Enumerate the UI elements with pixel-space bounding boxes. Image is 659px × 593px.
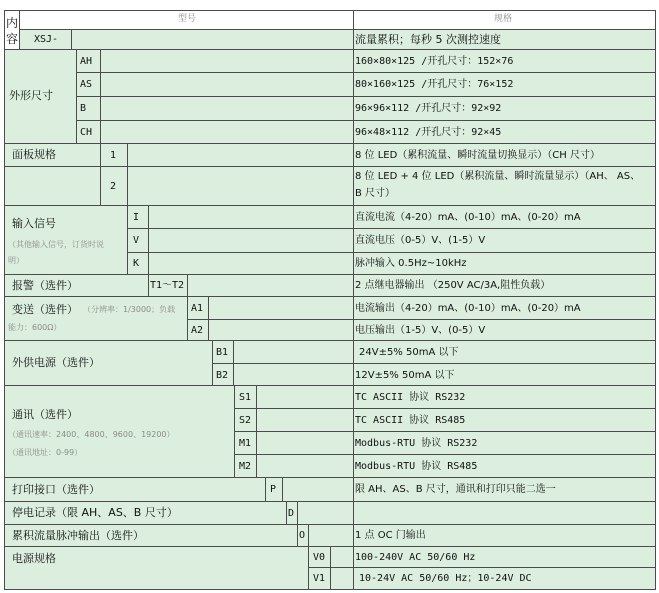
header-model-cell — [19, 10, 354, 30]
comm-spec-cell — [353, 431, 656, 455]
model-prefix-spec: 流量累积；每秒 5 次测控速度 — [355, 33, 501, 46]
print-spec-cell — [353, 477, 656, 502]
supply-spec: 12V±5% 50mA 以下 — [355, 370, 455, 381]
comm-spec-cell — [353, 408, 656, 432]
pulse-out-spec: 1 点 OC 门输出 — [355, 530, 426, 541]
power-blank-cell — [330, 546, 354, 568]
pulse-out-code: O — [299, 530, 306, 541]
input-spec-cell — [353, 205, 656, 229]
alarm-spec-cell — [353, 274, 656, 297]
comm-code: S1 — [239, 392, 252, 403]
input-blank-cell — [148, 252, 354, 275]
transmit-spec: 电流输出（4-20）mA、(0-10）mA、(0-20）mA — [355, 303, 581, 314]
power-label: 电源规格 — [12, 552, 56, 565]
comm-spec-cell — [353, 454, 656, 478]
shape-code-cell — [76, 72, 101, 97]
supply-label: 外供电源（选件） — [12, 356, 100, 369]
power-spec-cell — [353, 546, 656, 568]
shape-spec: 96×48×112 /开孔尺寸：92×45 — [355, 127, 502, 138]
print-label: 打印接口（选件） — [12, 483, 100, 496]
input-code-cell — [127, 205, 149, 229]
panel-spec-line-2: B 尺寸） — [355, 188, 396, 199]
panel-code: 1 — [110, 150, 117, 161]
shape-label-cell — [4, 49, 77, 144]
header-content: 内容 — [6, 16, 19, 46]
comm-spec: Modbus-RTU 协议 RS485 — [355, 461, 478, 472]
shape-code-cell — [76, 49, 101, 73]
comm-code: M2 — [239, 461, 252, 472]
transmit-label-cell — [4, 296, 188, 341]
shape-label: 外形尺寸 — [9, 89, 53, 102]
model-prefix-cell — [19, 29, 72, 50]
shape-spec: 96×96×112 /开孔尺寸：92×92 — [355, 103, 502, 114]
supply-code-cell — [212, 363, 234, 386]
supply-spec-cell — [353, 340, 656, 364]
panel-label-cell — [4, 166, 101, 206]
input-label: 输入信号 — [12, 217, 56, 230]
input-code: I — [133, 212, 140, 223]
panel-code-cell — [100, 143, 128, 167]
shape-spec-cell — [353, 72, 656, 97]
power-code-cell — [308, 567, 331, 590]
shape-code: B — [80, 103, 87, 114]
panel-spec-cell — [353, 143, 656, 167]
header-spec: 规格 — [494, 14, 513, 24]
print-code-cell — [265, 477, 283, 502]
model-prefix-spec-cell — [353, 29, 656, 50]
shape-code: AS — [80, 79, 93, 90]
comm-spec: Modbus-RTU 协议 RS232 — [355, 438, 478, 449]
shape-blank-cell — [100, 96, 354, 121]
shape-blank-cell — [100, 49, 354, 73]
supply-code: B1 — [216, 347, 229, 358]
shape-spec: 80×160×125 /开孔尺寸：76×152 — [355, 79, 514, 90]
print-blank-cell — [282, 477, 354, 502]
shape-blank-cell — [100, 120, 354, 144]
comm-note-rate: （通讯速率：2400、4800、9600、19200） — [8, 430, 175, 439]
comm-code-cell — [234, 408, 257, 432]
comm-code-cell — [234, 385, 257, 409]
supply-spec-cell — [353, 363, 656, 386]
supply-spec: 24V±5% 50mA 以下 — [359, 347, 459, 358]
input-blank-cell — [148, 205, 354, 229]
shape-code-cell — [76, 120, 101, 144]
shape-spec-cell — [353, 49, 656, 73]
comm-blank-cell — [256, 431, 354, 455]
transmit-code-cell — [187, 296, 209, 320]
print-label-cell — [4, 477, 266, 502]
input-code: V — [133, 235, 140, 246]
transmit-spec: 电压输出（1-5）V、(0-5）V — [355, 325, 486, 336]
transmit-spec-cell — [353, 296, 656, 320]
shape-spec-cell — [353, 120, 656, 144]
comm-code-cell — [234, 431, 257, 455]
power-code: V1 — [313, 573, 326, 584]
input-spec-cell — [353, 228, 656, 253]
transmit-blank-cell — [208, 296, 354, 320]
transmit-note-line-1: （分辨率：1/3000；负载 — [83, 305, 176, 314]
power-spec-cell — [353, 567, 656, 590]
transmit-note-line-2: 能力：600Ω） — [8, 323, 62, 332]
supply-label-cell — [4, 340, 213, 386]
supply-code-cell — [212, 340, 234, 364]
alarm-code-cell — [148, 274, 188, 297]
panel-code: 2 — [110, 181, 117, 192]
supply-blank-cell — [233, 363, 354, 386]
power-code-cell — [308, 546, 331, 568]
comm-code: S2 — [239, 415, 252, 426]
transmit-blank-cell — [208, 319, 354, 341]
power-spec: 10-24V AC 50/60 Hz；10-24V DC — [359, 573, 532, 584]
comm-blank-cell — [256, 385, 354, 409]
input-blank-cell — [148, 228, 354, 253]
comm-code: M1 — [239, 438, 252, 449]
panel-spec: 8 位 LED（累积流量、瞬时流量切换显示）（CH 尺寸） — [355, 150, 600, 161]
alarm-label: 报警（选件） — [12, 279, 78, 292]
panel-label: 面板规格 — [12, 148, 56, 161]
power-code: V0 — [313, 552, 326, 563]
pulse-out-label-cell — [4, 524, 298, 547]
header-content-cell — [4, 10, 20, 50]
transmit-code: A2 — [191, 325, 204, 336]
comm-note-address: （通讯地址：0-99） — [8, 448, 83, 457]
shape-code-cell — [76, 96, 101, 121]
power-blank-cell — [330, 567, 354, 590]
input-code: K — [133, 258, 140, 269]
model-prefix: XSJ- — [34, 34, 59, 45]
power-fail-spec-cell — [353, 501, 656, 525]
shape-spec-cell — [353, 96, 656, 121]
panel-spec-cell — [353, 166, 656, 206]
input-spec: 直流电压（0-5）V、(1-5）V — [355, 235, 486, 246]
input-code-cell — [127, 252, 149, 275]
model-prefix-code-cell — [71, 29, 354, 50]
panel-blank-cell — [127, 143, 354, 167]
print-spec: 限 AH、AS、B 尺寸，通讯和打印只能二选一 — [355, 484, 556, 495]
power-fail-blank-cell — [297, 501, 354, 525]
comm-blank-cell — [256, 408, 354, 432]
input-spec-cell — [353, 252, 656, 275]
panel-spec-line-1: 8 位 LED + 4 位 LED（累积流量、瞬时流量显示）（AH、 AS、 — [355, 171, 641, 182]
input-spec: 脉冲输入 0.5Hz~10kHz — [355, 258, 467, 269]
comm-spec-cell — [353, 385, 656, 409]
alarm-code: T1～T2 — [150, 280, 185, 291]
input-label-cell — [4, 205, 128, 275]
shape-code: AH — [80, 56, 93, 67]
power-spec: 100-240V AC 50/60 Hz — [355, 552, 476, 563]
print-code: P — [270, 484, 277, 495]
power-fail-label: 停电记录（限 AH、AS、B 尺寸） — [12, 506, 178, 519]
shape-spec: 160×80×125 /开孔尺寸：152×76 — [355, 56, 514, 67]
shape-code: CH — [80, 127, 93, 138]
input-spec: 直流电流（4-20）mA、(0-10）mA、(0-20）mA — [355, 212, 581, 223]
pulse-out-blank-cell — [308, 524, 354, 547]
transmit-spec-cell — [353, 319, 656, 341]
header-model: 型号 — [178, 14, 197, 24]
comm-label-cell — [4, 385, 235, 478]
panel-code-cell — [100, 166, 128, 206]
supply-blank-cell — [233, 340, 354, 364]
transmit-label: 变送（选件） — [12, 303, 78, 316]
comm-spec: TC ASCII 协议 RS485 — [355, 415, 466, 426]
input-code-cell — [127, 228, 149, 253]
power-fail-code: D — [288, 508, 295, 519]
shape-blank-cell — [100, 72, 354, 97]
transmit-code-cell — [187, 319, 209, 341]
panel-label-cell — [4, 143, 101, 167]
power-fail-label-cell — [4, 501, 287, 525]
input-note-line-2: 明） — [8, 256, 24, 265]
comm-blank-cell — [256, 454, 354, 478]
comm-label: 通讯（选件） — [12, 408, 78, 421]
alarm-blank-cell — [187, 274, 354, 297]
header-spec-cell — [353, 10, 656, 30]
comm-code-cell — [234, 454, 257, 478]
pulse-out-spec-cell — [353, 524, 656, 547]
alarm-spec: 2 点继电器输出 （250V AC/3A,阻性负载） — [355, 280, 551, 291]
supply-code: B2 — [216, 370, 229, 381]
transmit-code: A1 — [191, 303, 204, 314]
comm-spec: TC ASCII 协议 RS232 — [355, 392, 466, 403]
pulse-out-label: 累积流量脉冲输出（选件） — [12, 529, 144, 542]
alarm-label-cell — [4, 274, 149, 297]
input-note-line-1: （其他输入信号，订货时说 — [8, 240, 104, 249]
panel-blank-cell — [127, 166, 354, 206]
power-label-cell — [4, 546, 309, 590]
